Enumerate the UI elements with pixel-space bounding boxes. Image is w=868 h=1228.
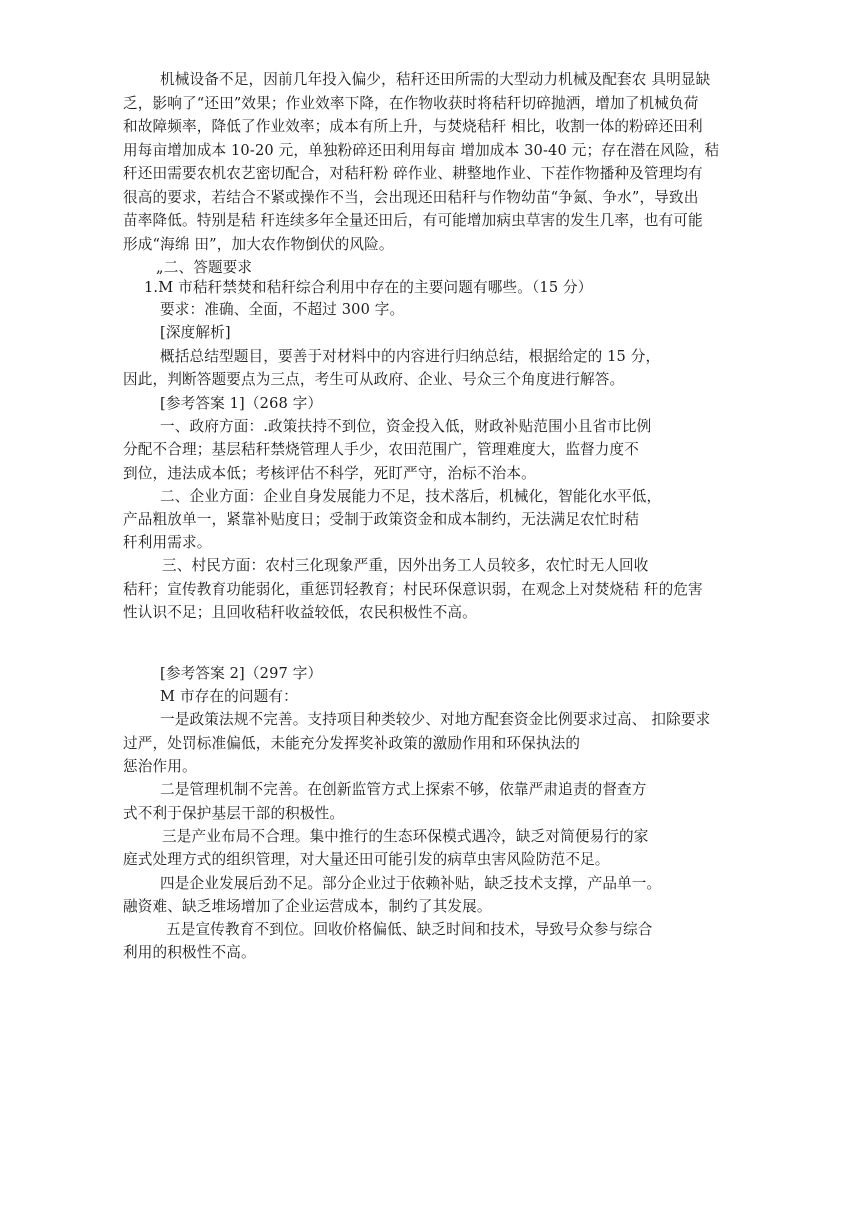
text-line: 三、村民方面：农村三化现象严重，因外出务工人员较多，农忙时无人回收 bbox=[162, 557, 649, 574]
text-line: 概括总结型题目，要善于对材料中的内容进行归纳总结，根据给定的 15 分， bbox=[160, 348, 661, 365]
text-line: 用每亩增加成本 10-20 元，单独粉碎还田利用每亩 增加成本 30-40 元；存在潜在风险，秸 bbox=[123, 142, 720, 159]
text-line: 利用的积极性不高。 bbox=[123, 944, 256, 961]
text-line: 过严，处罚标准偏低，未能充分发挥奖补政策的激励作用和环保执法的 bbox=[123, 735, 581, 752]
text-line: 三是产业布局不合理。集中推行的生态环保模式遇冷，缺乏对简便易行的家 bbox=[162, 828, 649, 845]
text-line: M 市存在的问题有： bbox=[160, 688, 298, 705]
text-line: 四是企业发展后劲不足。部分企业过于依赖补贴，缺乏技术支撑，产品单一。 bbox=[160, 875, 662, 892]
text-line: 惩治作用。 bbox=[123, 758, 197, 775]
text-line: 二是管理机制不完善。在创新监管方式上探索不够，依靠严肃追责的督查方 bbox=[160, 781, 647, 798]
text-line: 庭式处理方式的组织管理，对大量还田可能引发的病草虫害风险防范不足。 bbox=[123, 851, 610, 868]
text-line: 二、企业方面：企业自身发展能力不足，技术落后，机械化，智能化水平低， bbox=[160, 488, 662, 505]
text-line: 性认识不足；且回收秸秆收益较低，农民积极性不高。 bbox=[123, 604, 477, 621]
section-heading: „二、答题要求 bbox=[156, 259, 253, 276]
text-line: 乏，影响了“还田”效果；作业效率下降，在作物收获时将秸秆切碎抛洒，增加了机械负荷 bbox=[123, 95, 699, 112]
text-line: 融资难、缺乏堆场增加了企业运营成本，制约了其发展。 bbox=[123, 898, 492, 915]
text-line: 到位，违法成本低；考核评估不科学，死盯严守，治标不治本。 bbox=[123, 465, 536, 482]
text-line: 很高的要求，若结合不紧或操作不当，会出现还田秸秆与作物幼苗“争氮、争水”，导致出 bbox=[123, 189, 699, 206]
text-line: 苗率降低。特别是秸 秆连续多年全量还田后，有可能增加病虫草害的发生几率，也有可能 bbox=[123, 212, 703, 229]
section-heading: [参考答案 2]（297 字） bbox=[160, 665, 323, 682]
text-line: 产品粗放单一，紧靠补贴度日；受制于政策资金和成本制约，无法满足农忙时秸 bbox=[123, 511, 640, 528]
text-line: 机械设备不足，因前几年投入偏少，秸秆还田所需的大型动力机械及配套农 具明显缺 bbox=[160, 71, 711, 88]
text-line: 一是政策法规不完善。支持项目种类较少、对地方配套资金比例要求过高、 扣除要求 bbox=[160, 711, 711, 728]
text-line: 一、政府方面：.政策扶持不到位，资金投入低，财政补贴范围小且省市比例 bbox=[160, 418, 652, 435]
text-line: 秸秆；宣传教育功能弱化，重惩罚轻教育；村民环保意识弱，在观念上对焚烧秸 秆的危害 bbox=[123, 581, 703, 598]
section-heading: [深度解析] bbox=[160, 324, 231, 341]
text-line: 和故障频率，降低了作业效率；成本有所上升，与焚烧秸秆 相比，收割一体的粉碎还田利 bbox=[123, 118, 703, 135]
question-line: 1.M 市秸秆禁焚和秸秆综合利用中存在的主要问题有哪些。（15 分） bbox=[144, 279, 593, 296]
text-line: 分配不合理；基层秸秆禁烧管理人手少，农田范围广，管理难度大，监督力度不 bbox=[123, 441, 640, 458]
text-line: 秆利用需求。 bbox=[123, 534, 212, 551]
text-line: 五是宣传教育不到位。回收价格偏低、缺乏时间和技术，导致号众参与综合 bbox=[166, 921, 653, 938]
text-line: 式不利于保护基层干部的积极性。 bbox=[123, 805, 345, 822]
text-line: 因此，判断答题要点为三点，考生可从政府、企业、号众三个角度进行解答。 bbox=[123, 371, 625, 388]
text-line: 秆还田需要农机农艺密切配合，对秸秆粉 碎作业、耕整地作业、下茬作物播种及管理均有 bbox=[123, 165, 703, 182]
text-line: 要求：准确、全面，不超过 300 字。 bbox=[160, 301, 405, 318]
section-heading: [参考答案 1]（268 字） bbox=[160, 395, 323, 412]
text-line: 形成“海绵 田”，加大农作物倒伏的风险。 bbox=[123, 236, 394, 253]
